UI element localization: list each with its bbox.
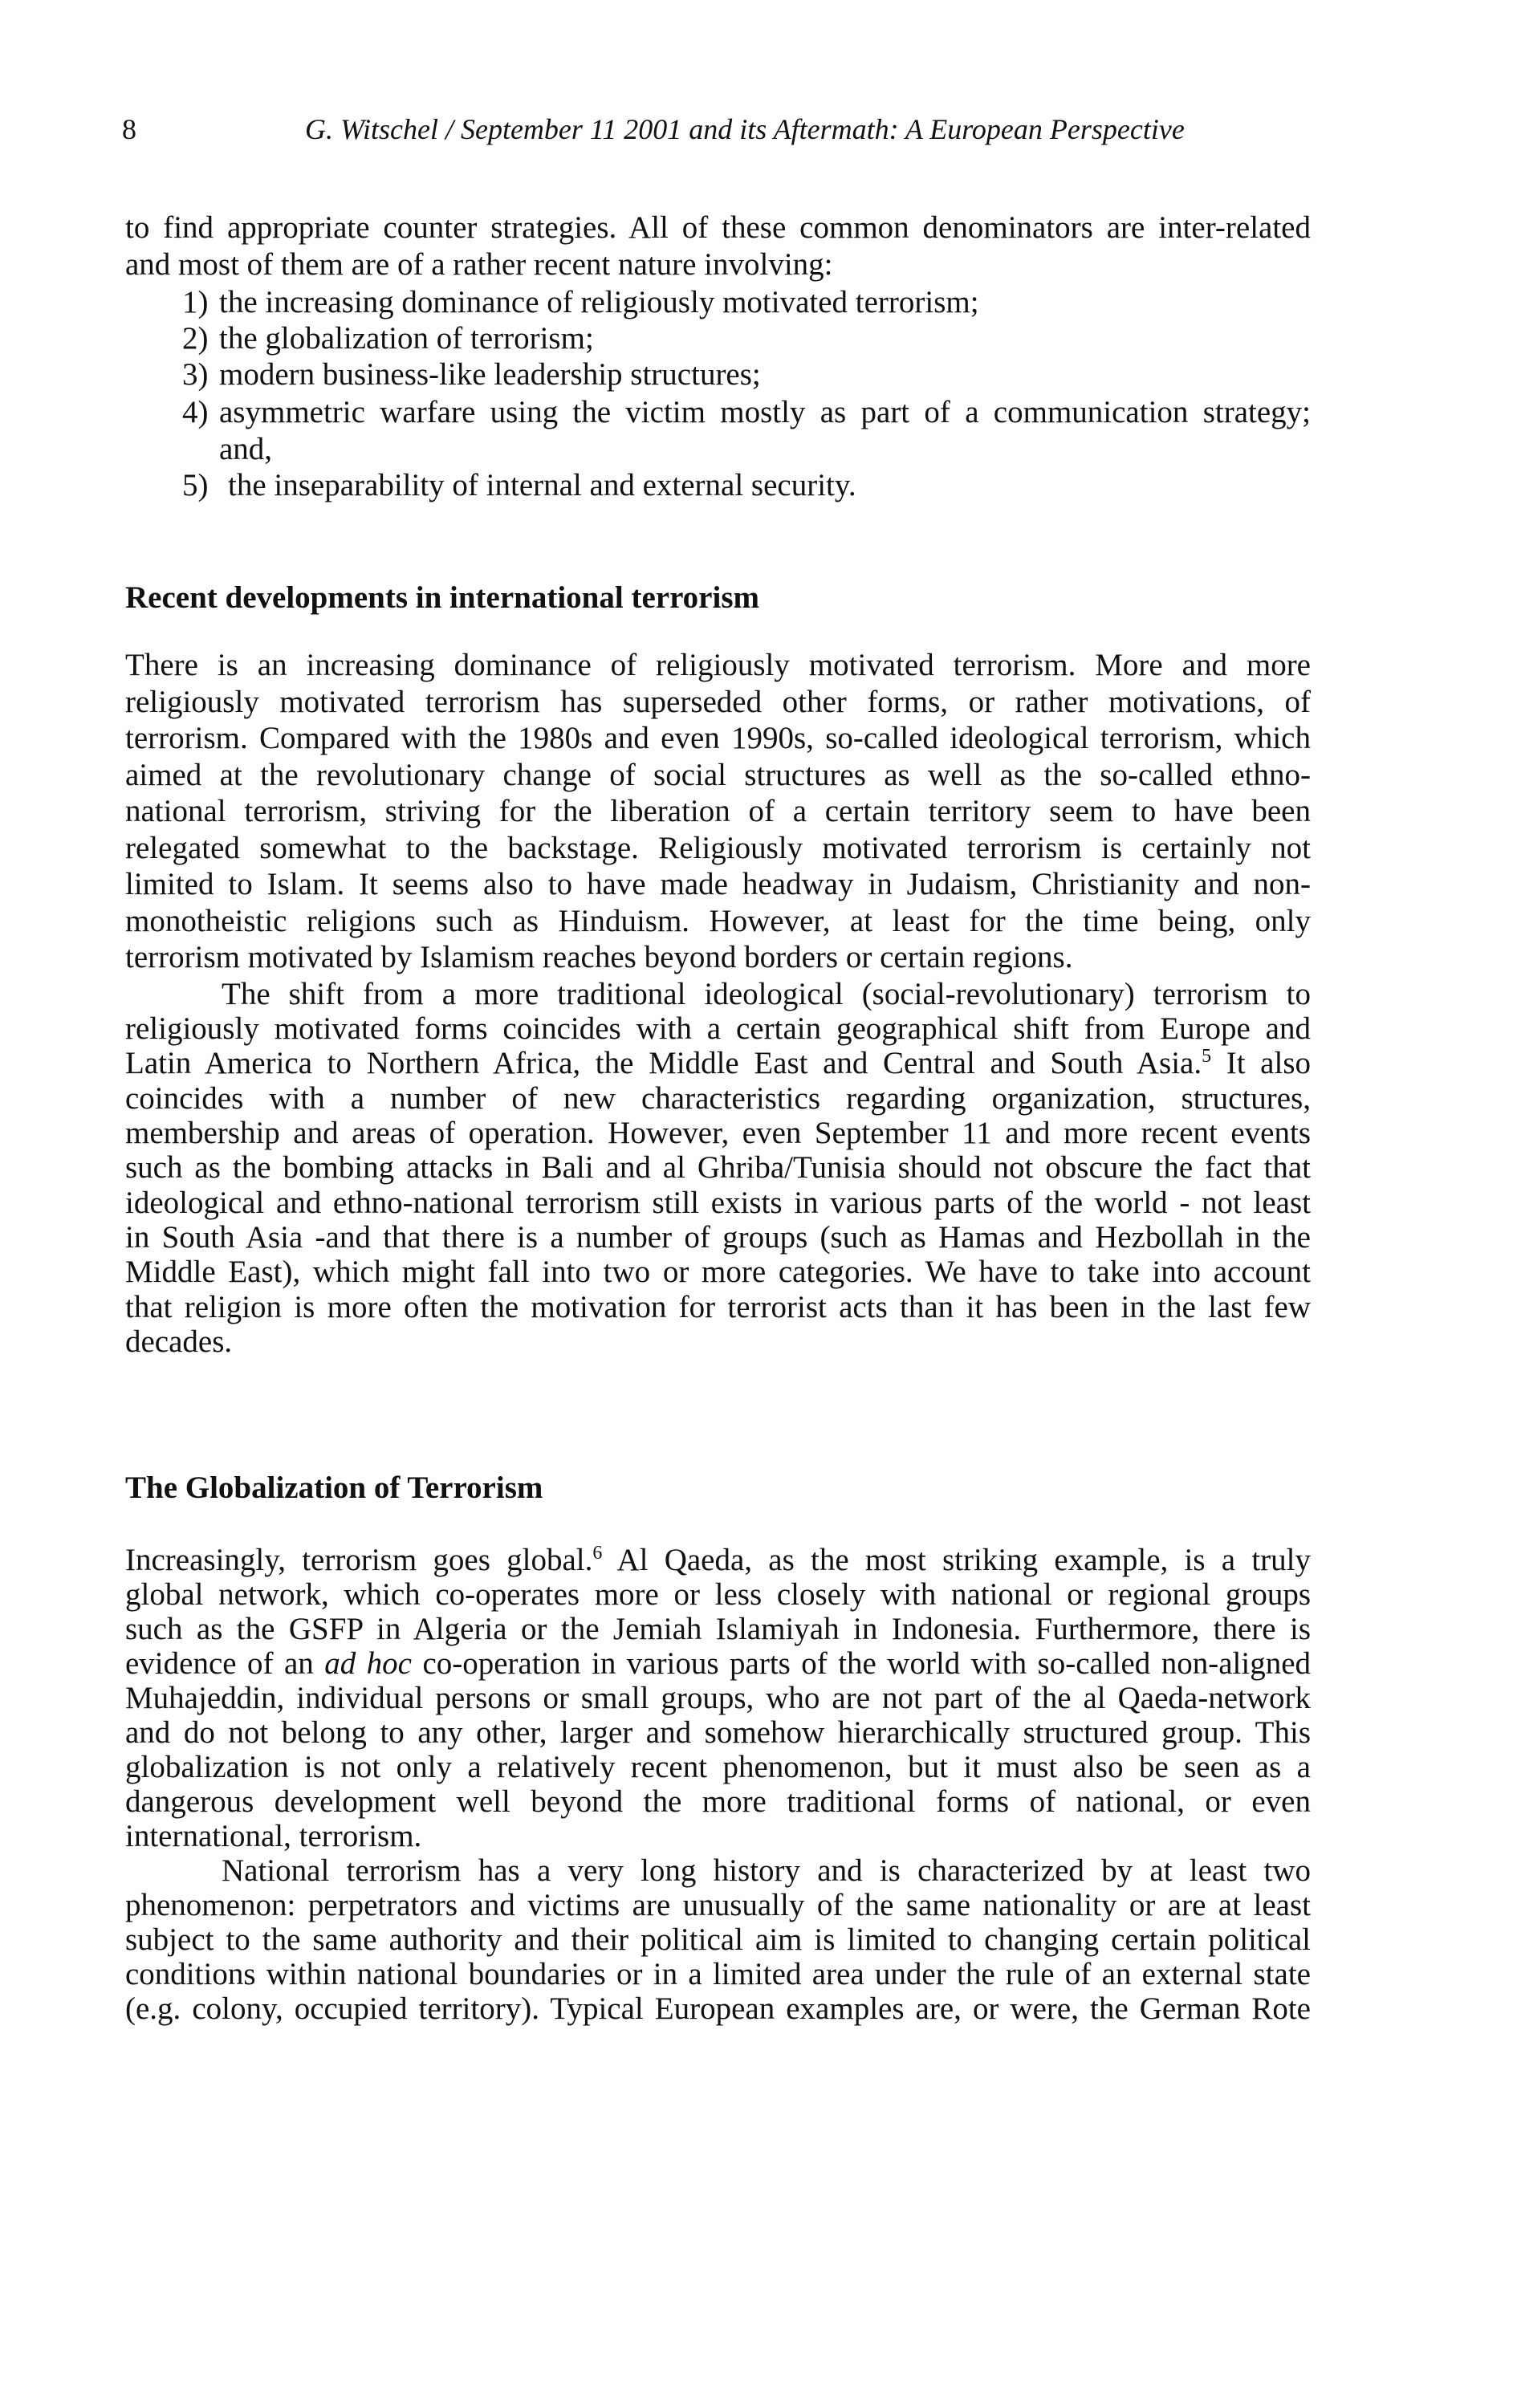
paragraph-line: conditions within national boundaries or in a limited area under the rule of an external state bbox=[125, 1957, 1311, 1991]
running-header-title: G. Witschel / September 11 2001 and its Aftermath: A European Perspective bbox=[305, 113, 1185, 145]
footnote-marker[interactable]: 5 bbox=[1202, 1046, 1212, 1067]
list-item-number: 1) bbox=[182, 285, 209, 319]
list-item-text: asymmetric warfare using the victim mostly as part of a communication strategy; bbox=[219, 395, 1311, 429]
paragraph-line: coincides with a number of new characteristics regarding organization, structures, bbox=[125, 1081, 1311, 1116]
paragraph-line: Middle East), which might fall into two or more categories. We have to take into account bbox=[125, 1255, 1311, 1289]
paragraph-line: such as the bombing attacks in Bali and al Ghriba/Tunisia should not obscure the fact that bbox=[125, 1150, 1311, 1185]
footnote-marker[interactable]: 6 bbox=[592, 1543, 603, 1564]
paragraph-line: religiously motivated terrorism has superseded other forms, or rather motivations, of bbox=[125, 685, 1311, 719]
list-item-text: the inseparability of internal and external security. bbox=[228, 468, 856, 502]
paragraph-line: global network, which co-operates more or less closely with national or regional groups bbox=[125, 1577, 1311, 1612]
paragraph-line: ideological and ethno-national terrorism still exists in various parts of the world - not least bbox=[125, 1186, 1311, 1220]
paragraph-line: terrorism motivated by Islamism reaches beyond borders or certain regions. bbox=[125, 940, 1073, 974]
line-text: evidence of an bbox=[125, 1646, 314, 1681]
list-item-text: the increasing dominance of religiously motivated terrorism; bbox=[219, 285, 979, 319]
paragraph-line: monotheistic religions such as Hinduism. However, at least for the time being, only bbox=[125, 904, 1311, 938]
paragraph-line: such as the GSFP in Algeria or the Jemiah Islamiyah in Indonesia. Furthermore, there is bbox=[125, 1612, 1311, 1646]
paragraph-line: and do not belong to any other, larger and somehow hierarchically structured group. This bbox=[125, 1715, 1311, 1750]
list-item-number: 3) bbox=[182, 357, 209, 392]
list-item-text-continued: and, bbox=[219, 432, 273, 466]
intro-line: to find appropriate counter strategies. All of these common denominators are inter-related bbox=[125, 210, 1311, 245]
page-number: 8 bbox=[122, 113, 136, 145]
section-heading: The Globalization of Terrorism bbox=[125, 1470, 543, 1505]
paragraph-line bbox=[125, 1645, 1311, 1682]
list-item-text: modern business-like leadership structures; bbox=[219, 357, 761, 392]
paragraph-line: There is an increasing dominance of religiously motivated terrorism. More and more bbox=[125, 648, 1311, 682]
paragraph-line: international, terrorism. bbox=[125, 1819, 422, 1853]
paragraph-line: national terrorism, striving for the liberation of a certain territory seem to have been bbox=[125, 794, 1311, 828]
line-text: co-operation in various parts of the world with so-called non-aligned bbox=[422, 1646, 1311, 1681]
paragraph-line: aimed at the revolutionary change of social structures as well as the so-called ethno- bbox=[125, 758, 1311, 792]
paragraph-line: in South Asia -and that there is a number of groups (such as Hamas and Hezbollah in the bbox=[125, 1220, 1311, 1255]
paragraph-line: subject to the same authority and their political aim is limited to changing certain political bbox=[125, 1922, 1311, 1957]
paragraph-line: that religion is more often the motivation for terrorist acts than it has been in the last few bbox=[125, 1290, 1311, 1324]
line-text: It also bbox=[1226, 1046, 1311, 1080]
list-item-text: the globalization of terrorism; bbox=[219, 321, 594, 356]
list-item-number: 2) bbox=[182, 321, 209, 356]
paragraph-line bbox=[125, 1045, 1311, 1082]
paragraph-line: terrorism. Compared with the 1980s and even 1990s, so-called ideological terrorism, which bbox=[125, 721, 1311, 755]
paragraph-line: globalization is not only a relatively recent phenomenon, but it must also be seen as a bbox=[125, 1750, 1311, 1784]
paragraph-line: phenomenon: perpetrators and victims are unusually of the same nationality or are at least bbox=[125, 1888, 1311, 1922]
paragraph-line: decades. bbox=[125, 1324, 233, 1359]
paragraph-line: membership and areas of operation. However, even September 11 and more recent events bbox=[125, 1116, 1311, 1150]
paragraph-line: (e.g. colony, occupied territory). Typical European examples are, or were, the German Rote bbox=[125, 1991, 1311, 2026]
line-text: Latin America to Northern Africa, the Middle East and Central and South Asia. bbox=[125, 1046, 1202, 1080]
paragraph-line: dangerous development well beyond the more traditional forms of national, or even bbox=[125, 1784, 1311, 1819]
line-text: Increasingly, terrorism goes global. bbox=[125, 1543, 593, 1577]
italic-term: ad hoc bbox=[324, 1646, 412, 1681]
paragraph-line: The shift from a more traditional ideological (social-revolutionary) terrorism to bbox=[222, 977, 1311, 1011]
section-heading: Recent developments in international terrorism bbox=[125, 580, 759, 615]
list-item-number: 4) bbox=[182, 395, 209, 429]
paragraph-line: limited to Islam. It seems also to have made headway in Judaism, Christianity and non- bbox=[125, 867, 1311, 901]
paragraph-line: religiously motivated forms coincides with a certain geographical shift from Europe and bbox=[125, 1011, 1311, 1046]
line-text: Al Qaeda, as the most striking example, is a truly bbox=[616, 1543, 1311, 1577]
paragraph-line bbox=[125, 1542, 1311, 1579]
list-item-number: 5) bbox=[182, 468, 209, 502]
paragraph-line: Muhajeddin, individual persons or small groups, who are not part of the al Qaeda-network bbox=[125, 1681, 1311, 1715]
paragraph-line: National terrorism has a very long history and is characterized by at least two bbox=[222, 1853, 1311, 1888]
intro-line: and most of them are of a rather recent nature involving: bbox=[125, 247, 833, 282]
paragraph-line: relegated somewhat to the backstage. Religiously motivated terrorism is certainly not bbox=[125, 831, 1311, 865]
